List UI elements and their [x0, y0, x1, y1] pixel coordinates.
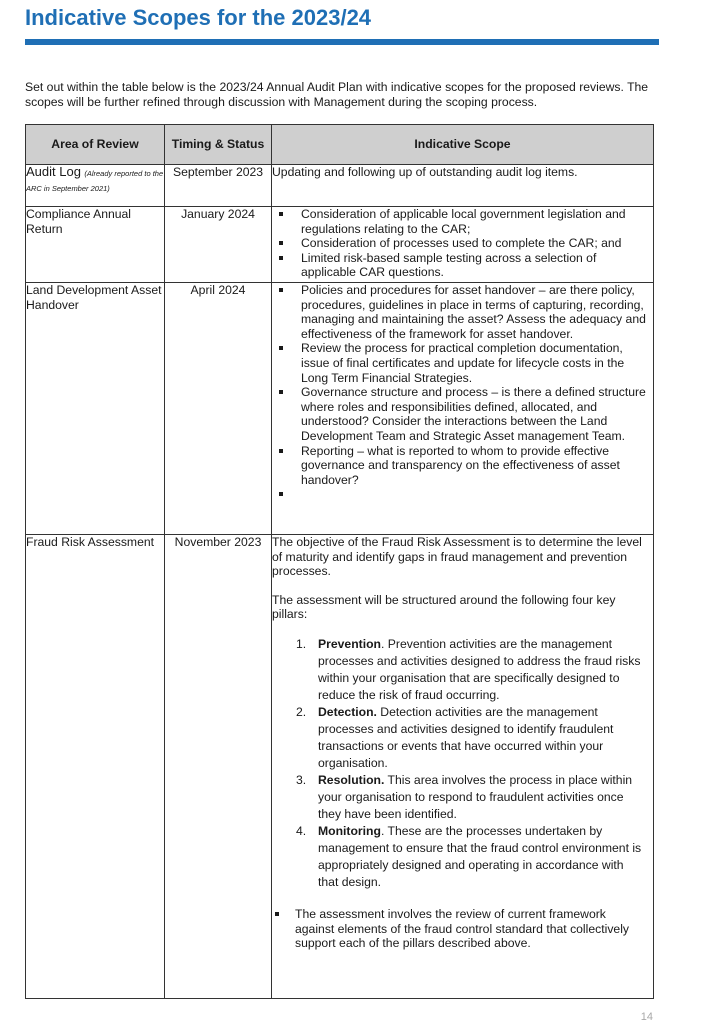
- scope-bullet-list: [272, 207, 653, 280]
- list-item: Governance structure and process – is there a defined structure where roles and responsibilities defined, allocated, and understood? Consider the interactions between the Land Development Team and Strategic Asset management Team.: [272, 385, 653, 443]
- intro-paragraph: Set out within the table below is the 2023/24 Annual Audit Plan with indicative scopes for the proposed reviews. The scopes will be further refined through discussion with Management during the scoping process.: [25, 80, 649, 109]
- page-number: 14: [640, 1011, 653, 1023]
- page-title: Indicative Scopes for the 2023/24: [25, 5, 372, 30]
- fraud-structure: The assessment will be structured around the following four key pillars:: [272, 592, 616, 622]
- header-indicative-scope: Indicative Scope: [272, 125, 654, 165]
- list-item: The assessment involves the review of current framework against elements of the fraud control standard that collectively support each of the pillars described above.: [272, 907, 653, 951]
- scope-cell: [272, 207, 654, 283]
- pillar-term: Detection.: [318, 704, 377, 719]
- title-underline: [25, 39, 659, 45]
- table-header-row: [26, 125, 654, 165]
- closing-bullet-list: [272, 907, 653, 951]
- scope-cell: Updating and following up of outstanding audit log items.: [272, 165, 654, 207]
- pillar-sep: .: [380, 823, 385, 838]
- header-area-of-review: Area of Review: [26, 125, 165, 165]
- timing-cell: November 2023: [165, 535, 272, 999]
- table-row-fraud-risk-assessment: [26, 535, 654, 999]
- pillar-number: 2.: [296, 704, 307, 719]
- timing-cell: September 2023: [165, 165, 272, 207]
- pillar-item: [272, 823, 653, 891]
- list-item: Review the process for practical completion documentation, issue of final certificates and update for lifecycle costs in the Long Term Financial Strategies.: [272, 341, 653, 385]
- area-cell: Land Development Asset Handover: [26, 283, 165, 535]
- empty-list-item: [272, 487, 653, 501]
- audit-plan-table: [25, 124, 654, 999]
- pillar-number: 4.: [296, 823, 307, 838]
- pillar-term: Monitoring: [318, 823, 381, 838]
- pillar-number: 1.: [296, 636, 307, 651]
- pillar-item: [272, 636, 653, 704]
- pillar-item: [272, 772, 653, 823]
- area-cell: Fraud Risk Assessment: [26, 535, 165, 999]
- pillar-sep: .: [381, 636, 385, 651]
- area-cell: [26, 165, 165, 207]
- timing-cell: January 2024: [165, 207, 272, 283]
- pillar-term: Resolution.: [318, 772, 385, 787]
- pillars-list: [272, 636, 653, 891]
- list-item: Consideration of processes used to complete the CAR; and: [272, 236, 653, 251]
- list-item: Consideration of applicable local government legislation and regulations relating to the CAR;: [272, 207, 653, 236]
- pillar-text: This area involves the process in place within your organisation to respond to fraudulent activities once they have been identified.: [318, 772, 633, 821]
- pillar-term: Prevention: [318, 636, 381, 651]
- table-row-land-development: [26, 283, 654, 535]
- table-row-audit-log: [26, 165, 654, 207]
- fraud-objective: The objective of the Fraud Risk Assessment is to determine the level of maturity and identify gaps in fraud management and prevention processes.: [272, 535, 642, 579]
- pillar-text: These are the processes undertaken by management to ensure that the fraud control environment is appropriately designed and operating in accordance with that design.: [318, 823, 642, 889]
- header-timing-status: Timing & Status: [165, 125, 272, 165]
- scope-cell: [272, 535, 654, 999]
- pillar-text: Prevention activities are the management processes and activities designed to address the fraud risks within your organisation that are specifically designed to reduce the risk of fraud occurring.: [318, 636, 641, 702]
- timing-cell: April 2024: [165, 283, 272, 535]
- table-row-compliance-annual-return: [26, 207, 654, 283]
- scope-cell: [272, 283, 654, 535]
- pillar-item: [272, 704, 653, 772]
- list-item: Reporting – what is reported to whom to provide effective governance and transparency on the effectiveness of asset handover?: [272, 444, 653, 488]
- area-cell: Compliance Annual Return: [26, 207, 165, 283]
- pillar-text: Detection activities are the management processes and activities designed to identify fraudulent transactions or events that have occurred within your organisation.: [318, 704, 614, 770]
- list-item: Policies and procedures for asset handover – are there policy, procedures, guidelines in place in terms of capturing, recording, managing and maintaining the asset? Assess the adequacy and effectiveness of the framework for asset handover.: [272, 283, 653, 341]
- list-item: Limited risk-based sample testing across a selection of applicable CAR questions.: [272, 251, 653, 280]
- scope-bullet-list: [272, 283, 653, 501]
- area-note: (Already reported to the ARC in September 2021): [26, 169, 164, 193]
- pillar-number: 3.: [296, 772, 307, 787]
- area-label: Audit Log: [26, 164, 81, 179]
